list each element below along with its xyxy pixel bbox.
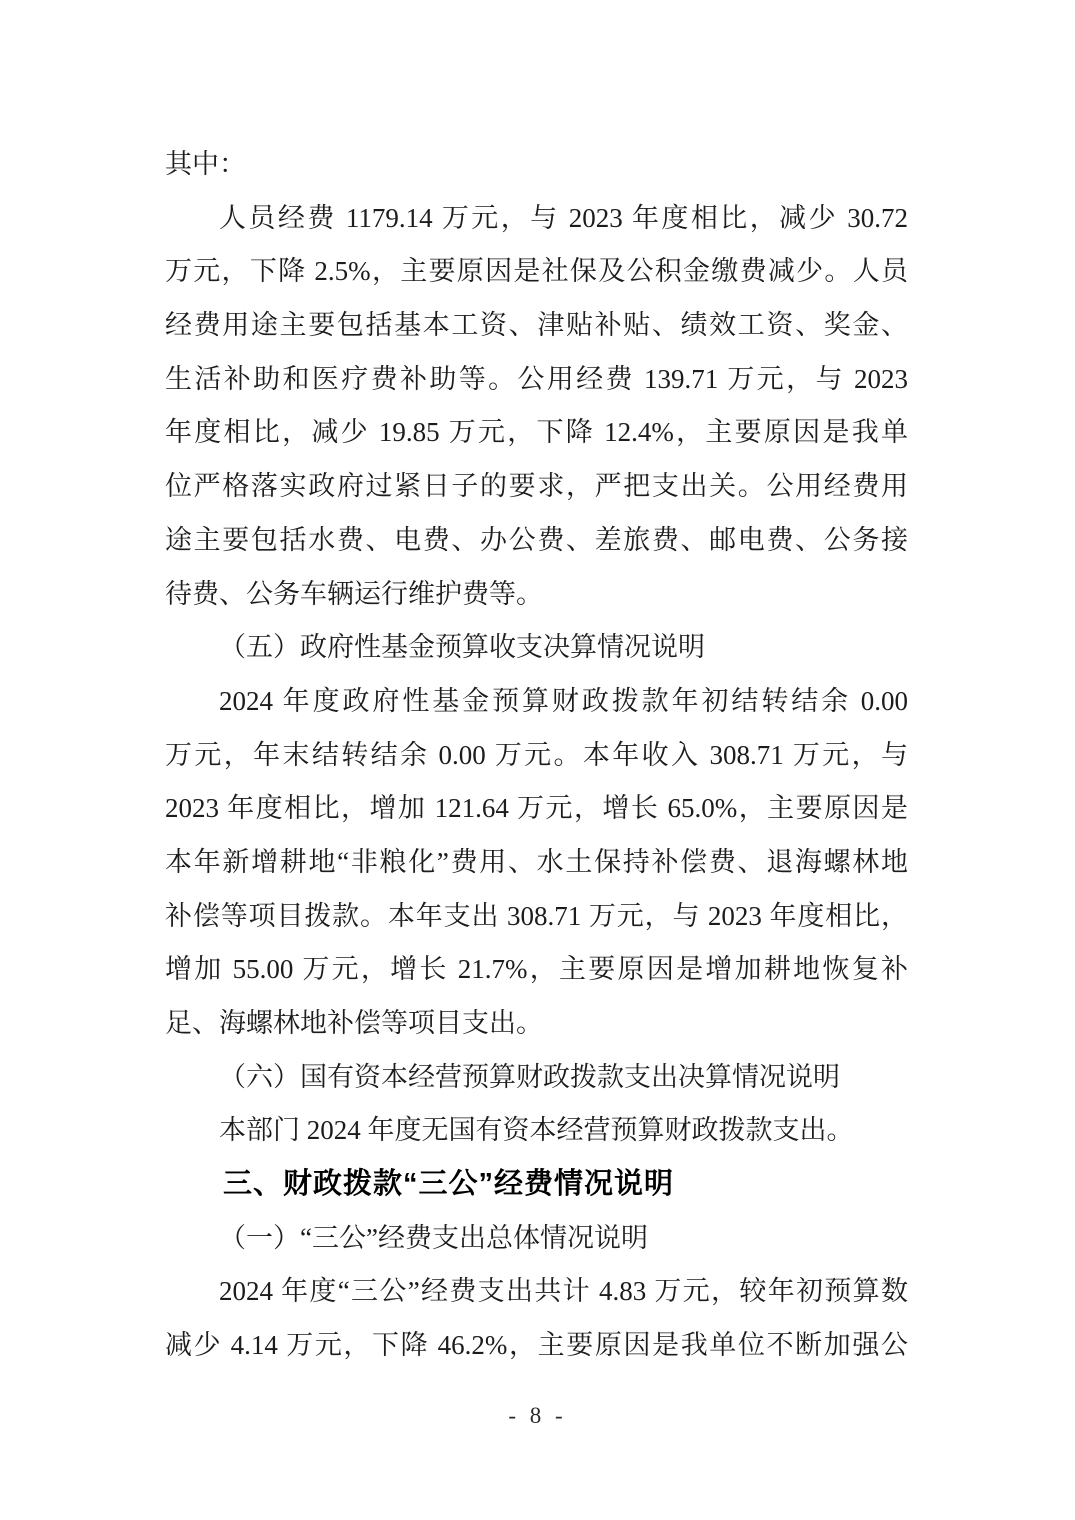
text-line: 2024 年度政府性基金预算财政拨款年初结转结余 0.00	[219, 685, 908, 716]
page-number: - 8 -	[508, 1403, 567, 1428]
text-line: 增加 55.00 万元，增长 21.7%，主要原因是增加耕地恢复补	[165, 954, 908, 985]
text-line: 万元，下降 2.5%，主要原因是社保及公积金缴费减少。人员	[165, 256, 908, 287]
document-body	[165, 138, 908, 1373]
text-line: 2023 年度相比，增加 121.64 万元，增长 65.0%，主要原因是	[165, 793, 908, 824]
section-heading: （五）政府性基金预算收支决算情况说明	[219, 632, 705, 663]
text-line: 经费用途主要包括基本工资、津贴补贴、绩效工资、奖金、	[165, 310, 908, 341]
text-line: 年度相比，减少 19.85 万元，下降 12.4%，主要原因是我单	[165, 417, 908, 448]
text-line: 本部门 2024 年度无国有资本经营预算财政拨款支出。	[219, 1115, 854, 1146]
text-line: 人员经费 1179.14 万元，与 2023 年度相比，减少 30.72	[219, 202, 908, 233]
text-line: 足、海螺林地补偿等项目支出。	[165, 1008, 543, 1038]
text-line: 生活补助和医疗费补助等。公用经费 139.71 万元，与 2023	[165, 363, 908, 394]
text-line: 途主要包括水费、电费、办公费、差旅费、邮电费、公务接	[165, 524, 908, 555]
section-heading: （六）国有资本经营预算财政拨款支出决算情况说明	[219, 1061, 840, 1092]
text-line: 补偿等项目拨款。本年支出 308.71 万元，与 2023 年度相比，	[165, 900, 908, 931]
text-line: 减少 4.14 万元，下降 46.2%，主要原因是我单位不断加强公	[165, 1330, 908, 1361]
text-line: 万元，年末结转结余 0.00 万元。本年收入 308.71 万元，与	[165, 739, 908, 770]
text-line: 待费、公务车辆运行维护费等。	[165, 578, 543, 609]
text-line: 其中：	[165, 149, 246, 179]
text-line: 2024 年度“三公”经费支出共计 4.83 万元，较年初预算数	[219, 1276, 908, 1307]
section-heading-major: 三、财政拨款“三公”经费情况说明	[223, 1168, 675, 1201]
text-line: 本年新增耕地“非粮化”费用、水土保持补偿费、退海螺林地	[165, 846, 908, 877]
text-line: 位严格落实政府过紧日子的要求，严把支出关。公用经费用	[165, 471, 908, 502]
section-heading: （一）“三公”经费支出总体情况说明	[219, 1222, 648, 1253]
